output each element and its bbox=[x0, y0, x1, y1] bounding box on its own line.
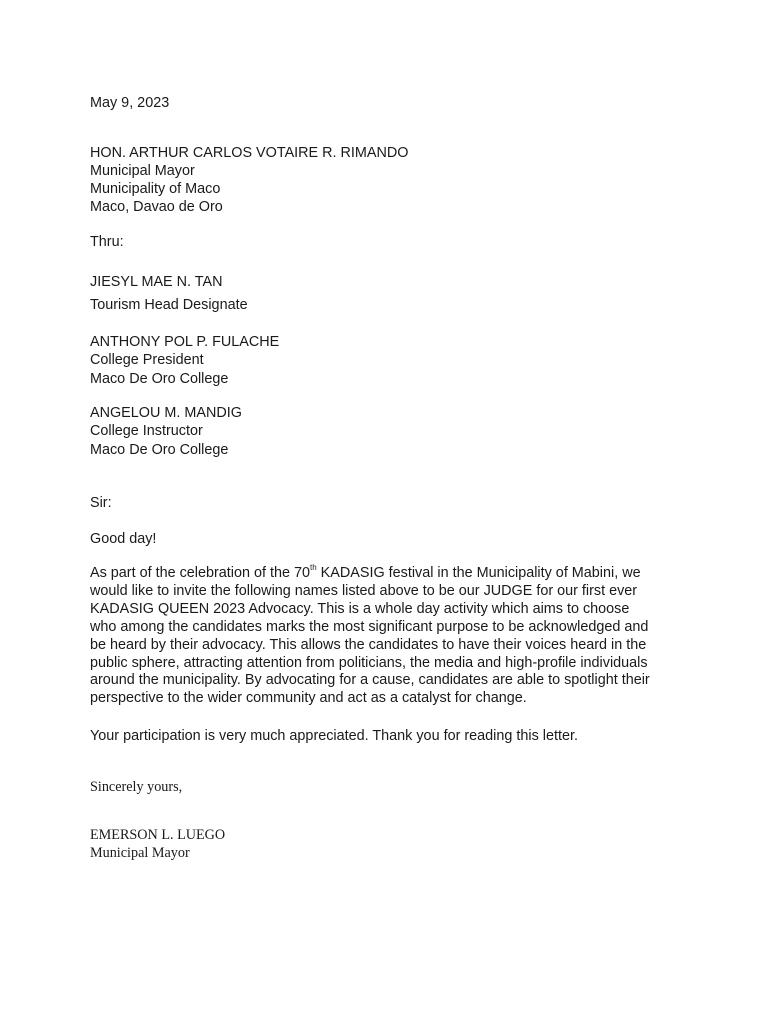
addressee-location: Maco, Davao de Oro bbox=[90, 199, 223, 215]
letter-page bbox=[90, 0, 730, 1024]
body-line: around the municipality. By advocating for a cause, candidates are able to spotlight their bbox=[90, 672, 650, 689]
thru-org: Maco De Oro College bbox=[90, 442, 229, 458]
ordinal-superscript: th bbox=[310, 563, 317, 573]
thru-org: Maco De Oro College bbox=[90, 371, 229, 387]
thru-title: College Instructor bbox=[90, 423, 203, 439]
body-line: would like to invite the following names listed above to be our JUDGE for our first ever bbox=[90, 582, 638, 599]
body-line: perspective to the wider community and act as a catalyst for change. bbox=[90, 690, 527, 707]
thru-title: College President bbox=[90, 352, 204, 368]
addressee-title: Municipal Mayor bbox=[90, 163, 195, 179]
thru-name: JIESYL MAE N. TAN bbox=[90, 274, 223, 290]
salutation: Sir: bbox=[90, 495, 112, 511]
thanks-paragraph: Your participation is very much appreciated. Thank you for reading this letter. bbox=[90, 728, 578, 744]
thru-name: ANGELOU M. MANDIG bbox=[90, 405, 242, 421]
addressee-office: Municipality of Maco bbox=[90, 181, 221, 197]
thru-title: Tourism Head Designate bbox=[90, 297, 248, 313]
body-line: public sphere, attracting attention from politicians, the media and high-profile individuals bbox=[90, 654, 648, 671]
body-line: be heard by their advocacy. This allows the candidates to have their voices heard in the bbox=[90, 636, 647, 653]
closing: Sincerely yours, bbox=[90, 779, 183, 795]
signatory-title: Municipal Mayor bbox=[90, 845, 190, 861]
body-paragraph bbox=[90, 565, 730, 708]
thru-name: ANTHONY POL P. FULACHE bbox=[90, 334, 280, 350]
letter-date: May 9, 2023 bbox=[90, 95, 170, 111]
greeting: Good day! bbox=[90, 531, 157, 547]
body-line: KADASIG QUEEN 2023 Advocacy. This is a whole day activity which aims to choose bbox=[90, 600, 630, 617]
addressee-name: HON. ARTHUR CARLOS VOTAIRE R. RIMANDO bbox=[90, 145, 409, 161]
signatory-name: EMERSON L. LUEGO bbox=[90, 827, 226, 843]
thru-label: Thru: bbox=[90, 234, 124, 250]
body-line: who among the candidates marks the most significant purpose to be acknowledged and bbox=[90, 618, 649, 635]
body-line: As part of the celebration of the 70th KADASIG festival in the Municipality of Mabini, we bbox=[90, 563, 641, 581]
